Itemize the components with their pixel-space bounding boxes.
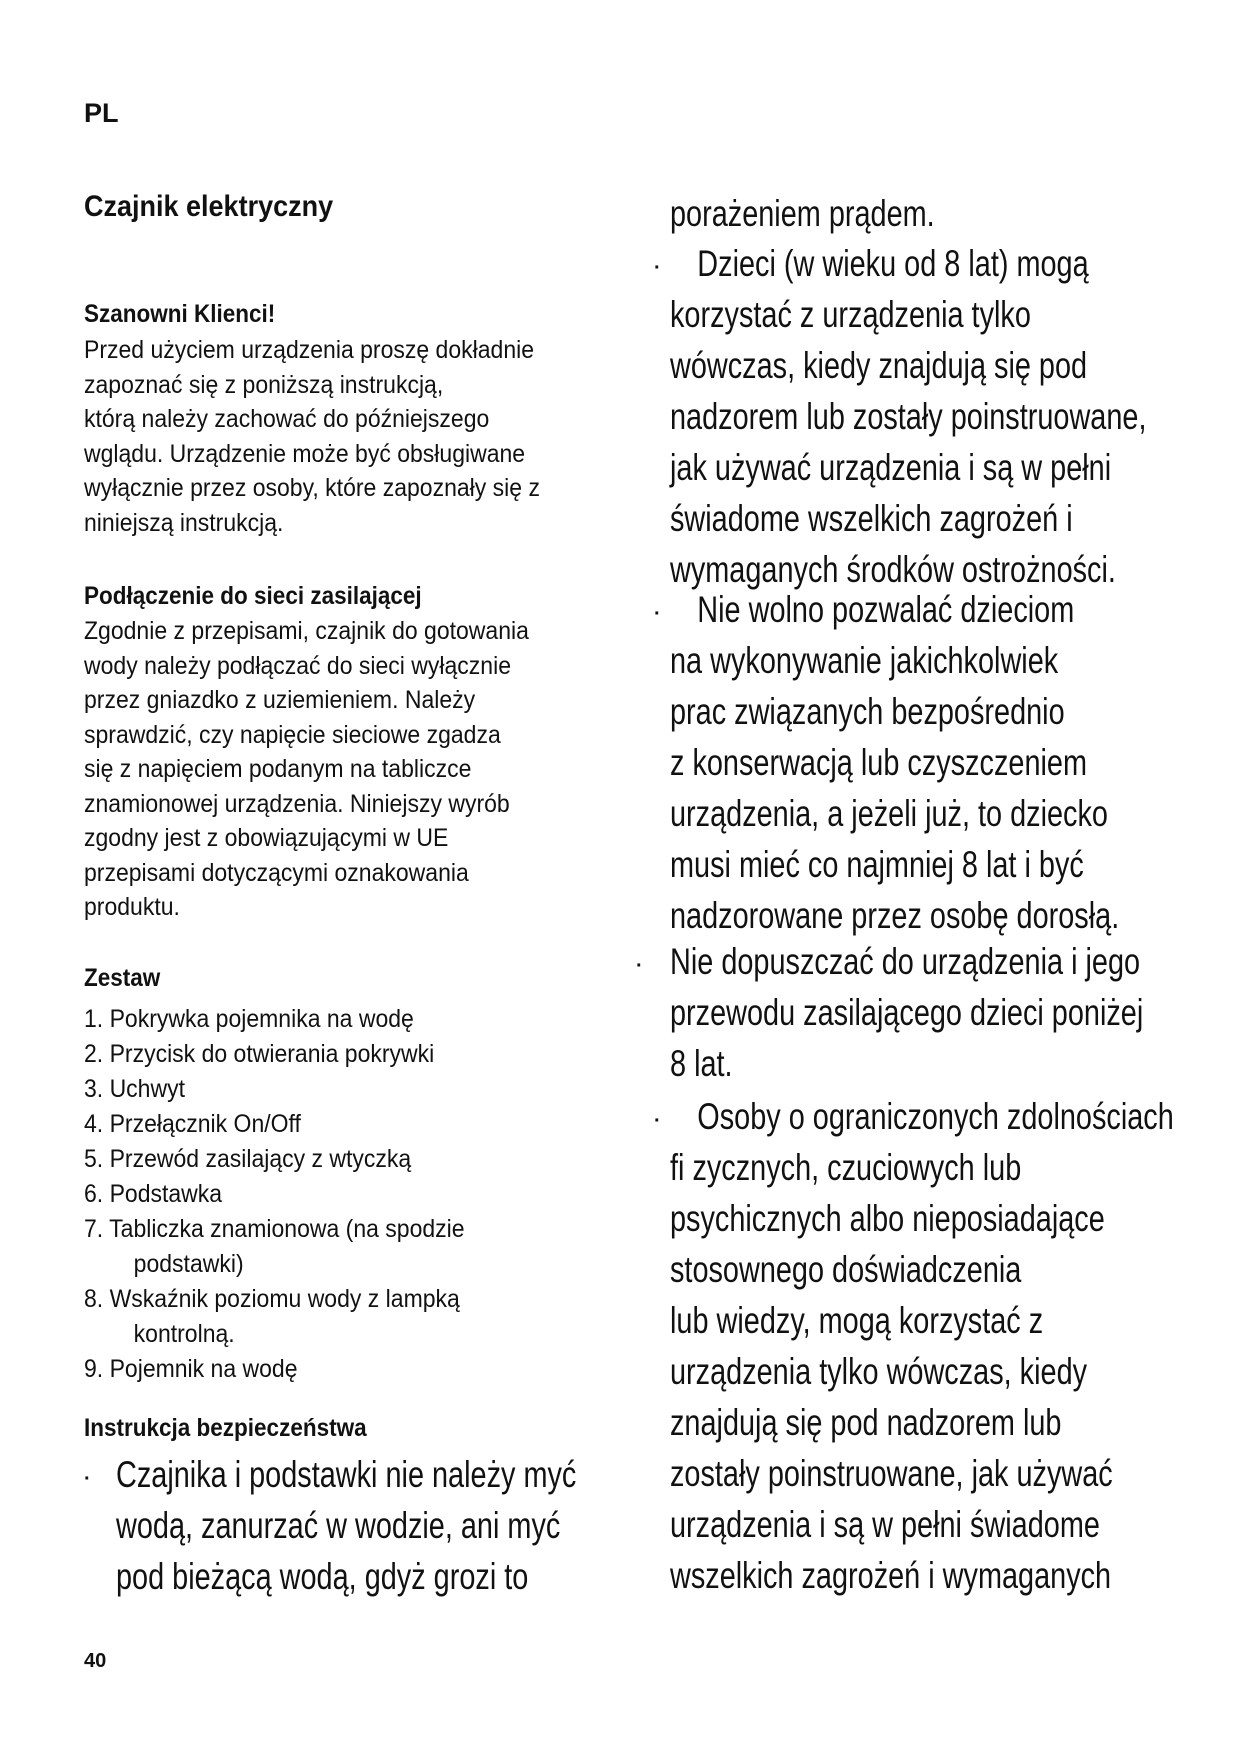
text-line: 8 lat. <box>670 1043 733 1084</box>
text-line: wglądu. Urządzenie może być obsługiwane <box>84 439 526 468</box>
power-paragraph <box>84 614 529 925</box>
list-item: 9. Pojemnik na wodę <box>84 1355 298 1383</box>
text-line: świadome wszelkich zagrożeń i <box>670 498 1073 539</box>
list-item: 4. Przełącznik On/Off <box>84 1110 301 1138</box>
text-line: przez gniazdko z uziemieniem. Należy <box>84 686 476 714</box>
list-item: 5. Przewód zasilający z wtyczką <box>84 1145 412 1173</box>
text-line: stosownego doświadczenia <box>670 1249 1022 1290</box>
text-line: wówczas, kiedy znajdują się pod <box>670 345 1088 386</box>
text-line: wodą, zanurzać w wodzie, ani myć <box>116 1505 561 1546</box>
safety-item-children-supervision <box>670 238 1146 595</box>
text-line: urządzenia tylko wówczas, kiedy <box>670 1351 1088 1392</box>
text-line: znamionowej urządzenia. Niniejszy wyrób <box>84 789 510 818</box>
text-line: się z napięciem podanym na tabliczce <box>84 755 472 783</box>
safety-item-limited-abilities <box>670 1091 1174 1601</box>
text-line: produktu. <box>84 893 180 921</box>
set-list <box>84 1002 465 1387</box>
text-line: Nie dopuszczać do urządzenia i jego <box>670 941 1141 982</box>
intro-paragraph <box>84 333 540 540</box>
safety-paragraph-left <box>116 1449 576 1602</box>
text-line: porażeniem prądem. <box>670 193 935 234</box>
bullet-icon: · <box>84 1468 91 1490</box>
safety-heading: Instrukcja bezpieczeństwa <box>84 1414 367 1442</box>
bullet-icon: · <box>654 1110 661 1132</box>
safety-item-children-access <box>670 936 1143 1089</box>
text-line: zapoznać się z poniższą instrukcją, <box>84 370 444 399</box>
list-item: 3. Uchwyt <box>84 1075 185 1103</box>
text-line: musi mieć co najmniej 8 lat i być <box>670 844 1084 885</box>
safety-continuation <box>670 188 935 239</box>
text-line: Nie wolno pozwalać dzieciom <box>697 589 1075 630</box>
text-line: przewodu zasilającego dzieci poniżej <box>670 992 1144 1033</box>
text-line: Dzieci (w wieku od 8 lat) mogą <box>697 243 1089 284</box>
list-item-continuation: podstawki) <box>133 1250 244 1278</box>
bullet-icon: · <box>636 955 643 977</box>
safety-item-children-maintenance <box>670 584 1119 941</box>
text-line: lub wiedzy, mogą korzystać z <box>670 1300 1044 1341</box>
list-item-continuation: kontrolną. <box>133 1320 235 1348</box>
bullet-icon: · <box>654 257 661 279</box>
list-item: 8. Wskaźnik poziomu wody z lampką <box>84 1285 460 1313</box>
text-line: fi zycznych, czuciowych lub <box>670 1147 1022 1188</box>
text-line: wyłącznie przez osoby, które zapoznały się z <box>84 474 540 502</box>
list-item: 1. Pokrywka pojemnika na wodę <box>84 1005 414 1033</box>
text-line: psychicznych albo nieposiadające <box>670 1198 1105 1239</box>
list-item: 2. Przycisk do otwierania pokrywki <box>84 1040 435 1068</box>
text-line: zostały poinstruowane, jak używać <box>670 1453 1113 1494</box>
text-line: urządzenia, a jeżeli już, to dziecko <box>670 793 1108 834</box>
text-line: wody należy podłączać do sieci wyłącznie <box>84 651 511 680</box>
text-line: jak używać urządzenia i są w pełni <box>670 447 1112 488</box>
page-number: 40 <box>84 1650 107 1672</box>
text-line: pod bieżącą wodą, gdyż grozi to <box>116 1556 529 1597</box>
text-line: Czajnika i podstawki nie należy myć <box>116 1454 577 1495</box>
text-line: nadzorem lub zostały poinstruowane, <box>670 396 1147 437</box>
text-line: niniejszą instrukcją. <box>84 508 284 537</box>
text-line: prac związanych bezpośrednio <box>670 691 1065 732</box>
text-line: znajdują się pod nadzorem lub <box>670 1402 1062 1443</box>
list-item: 6. Podstawka <box>84 1180 223 1208</box>
text-line: na wykonywanie jakichkolwiek <box>670 640 1059 681</box>
text-line: Osoby o ograniczonych zdolnościach <box>697 1096 1174 1137</box>
text-line: przepisami dotyczącymi oznakowania <box>84 858 469 887</box>
text-line: Przed użyciem urządzenia proszę dokładnie <box>84 336 535 364</box>
power-heading: Podłączenie do sieci zasilającej <box>84 582 422 610</box>
text-line: sprawdzić, czy napięcie sieciowe zgadza <box>84 720 501 749</box>
set-heading: Zestaw <box>84 964 161 992</box>
text-line: urządzenia i są w pełni świadome <box>670 1504 1100 1545</box>
text-line: nadzorowane przez osobę dorosłą. <box>670 895 1120 936</box>
language-code: PL <box>84 98 119 128</box>
page-title: Czajnik elektryczny <box>84 190 334 223</box>
text-line: z konserwacją lub czyszczeniem <box>670 742 1088 783</box>
text-line: zgodny jest z obowiązującymi w UE <box>84 824 449 852</box>
text-line: wszelkich zagrożeń i wymaganych <box>670 1555 1112 1596</box>
list-item: 7. Tabliczka znamionowa (na spodzie <box>84 1215 465 1243</box>
text-line: którą należy zachować do późniejszego <box>84 405 490 433</box>
text-line: Zgodnie z przepisami, czajnik do gotowania <box>84 617 529 645</box>
text-line: wymaganych środków ostrożności. <box>670 549 1116 590</box>
bullet-icon: · <box>654 603 661 625</box>
text-line: korzystać z urządzenia tylko <box>670 294 1031 335</box>
intro-heading: Szanowni Klienci! <box>84 300 276 328</box>
